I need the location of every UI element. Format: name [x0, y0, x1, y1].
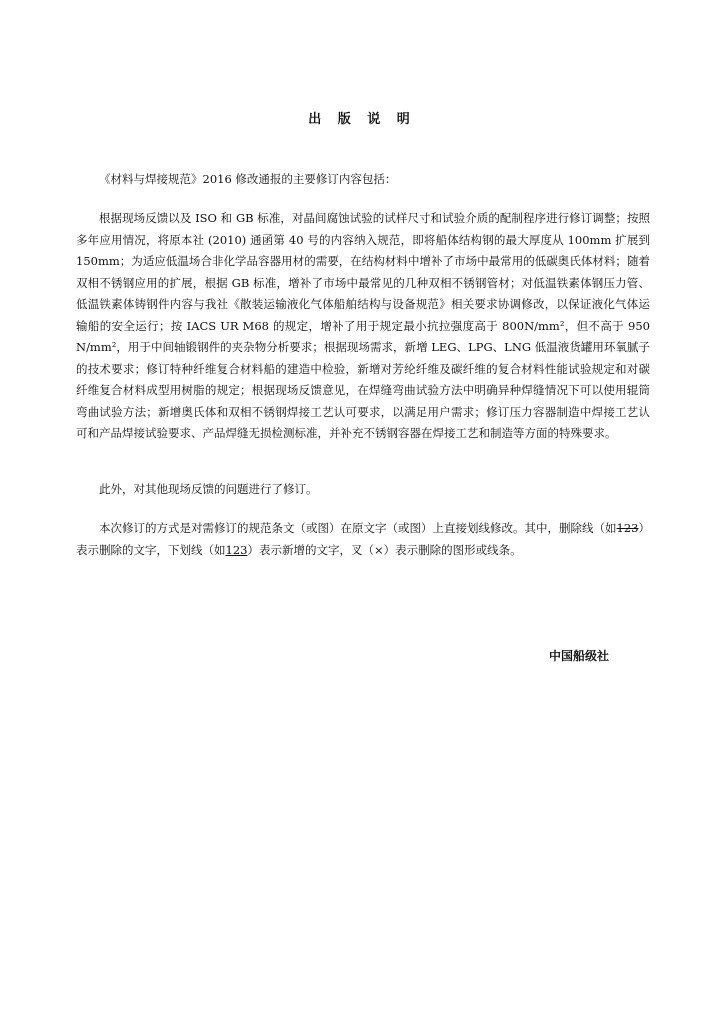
revision-method-paragraph — [76, 518, 650, 561]
publisher-signature: 中国船级社 — [549, 649, 610, 663]
underline-example: 123 — [225, 542, 248, 557]
intro-paragraph: 《材料与焊接规范》2016 修改通报的主要修订内容包括： — [99, 172, 397, 186]
method-text-part1: 本次修订的方式是对需修订的规范条文（或图）在原文字（或图）上直接划线修改。其中，删除线（如 — [99, 521, 617, 535]
strikethrough-example: 123 — [616, 521, 639, 535]
method-text-part2: ）表示删除的文字，下划线（如 — [76, 521, 651, 557]
method-text-part3: ）表示新增的文字，叉（×）表示删除的图形或线条。 — [247, 542, 522, 557]
revision-summary-paragraph: 根据现场反馈以及 ISO 和 GB 标准，对晶间腐蚀试验的试样尺寸和试验介质的配制程序进行修订调整；按照多年应用情况，将原本社 (2010) 通函第 40 号的内容纳入规范，即将船体结构钢的最大厚度从 100mm 扩展到 150mm；为适应低温场合非化学品容器用材的需要，在结构材料中增补了市场中最常用的低碳奥氏体材料；随着双相不锈钢应用的扩展，根据 GB 标准，增补了市场中最常见的几种双相不锈钢管材；对低温铁素体钢压力管、低温铁素体铸钢件内容与我社《散装运输液化气体船舶结构与设备规范》相关要求协调修改，以保证液化气体运输船的安全运行；按 IACS UR M68 的规定，增补了用于规定最小抗拉强度高于 800N/mm²，但不高于 950 N/mm²，用于中间轴锻钢件的夹杂物分析要求；根据现场需求，新增 LEG、LPG、LNG 低温液货罐用环氧腻子的技术要求；修订特种纤维复合材料船的建造中检验，新增对芳纶纤维及碳纤维的复合材料性能试验规定和对碳纤维复合材料成型用树脂的规定；根据现场反馈意见，在焊缝弯曲试验方法中明确异种焊缝情况下可以使用辊筒弯曲试验方法；新增奥氏体和双相不锈钢焊接工艺认可要求，以满足用户需求；修订压力容器制造中焊接工艺认可和产品焊接试验要求、产品焊缝无损检测标准，并补充不锈钢容器在焊接工艺和制造等方面的特殊要求。 — [76, 211, 650, 440]
page-title: 出 版 说 明 — [308, 112, 416, 127]
other-revisions-paragraph: 此外，对其他现场反馈的问题进行了修订。 — [99, 482, 318, 496]
